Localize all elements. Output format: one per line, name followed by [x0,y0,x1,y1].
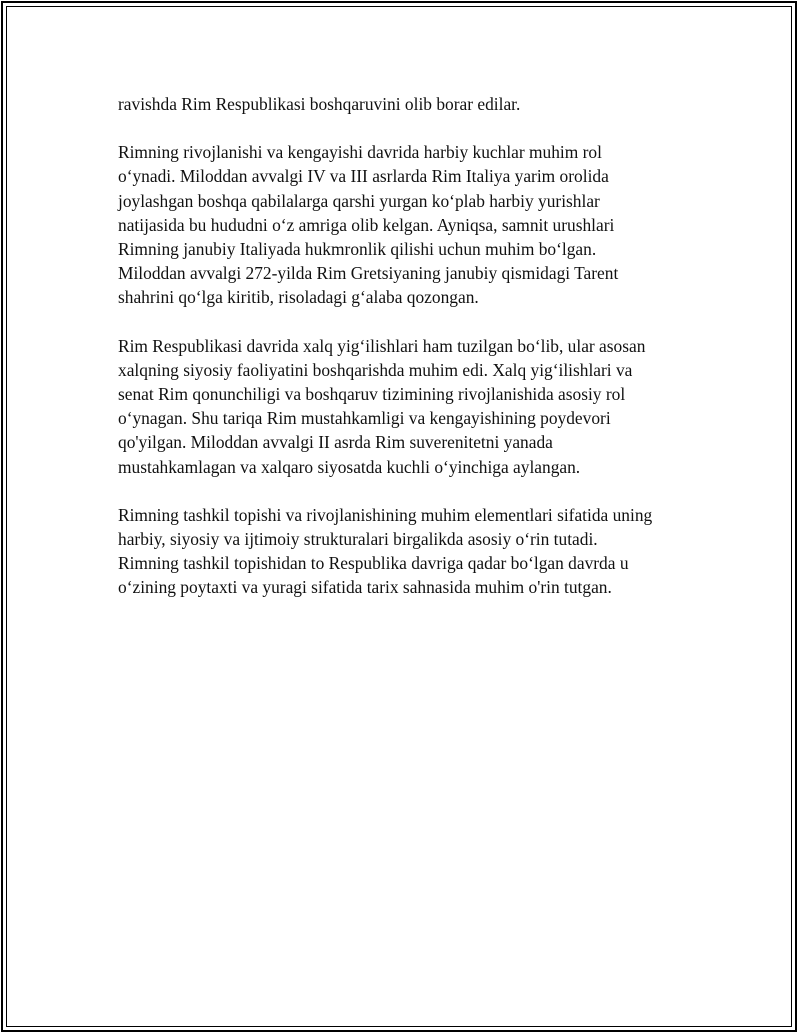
text-line: o‘zining poytaxti va yuragi sifatida tarix sahnasida muhim o'rin tutgan. [118,577,612,598]
text-line: Rim Respublikasi davrida xalq yig‘ilishlari ham tuzilgan bo‘lib, ular asosan [118,335,646,356]
text-line: ravishda Rim Respublikasi boshqaruvini olib borar edilar. [118,94,521,114]
text-line: Rimning janubiy Italiyada hukmronlik qilishi uchun muhim bo‘lgan. [118,239,597,260]
paragraph-2 [118,140,698,309]
text-line: xalqning siyosiy faoliyatini boshqarishda muhim edi. Xalq yig‘ilishlari va [118,359,633,380]
text-line: o‘ynadi. Miloddan avvalgi IV va III asrlarda Rim Italiya yarim orolida [118,166,609,187]
text-line: senat Rim qonunchiligi va boshqaruv tizimining rivojlanishida asosiy rol [118,384,626,405]
paragraph-4 [118,503,698,600]
text-line: qo'yilgan. Miloddan avvalgi II asrda Rim suverenitetni yanada [118,432,553,453]
text-line: shahrini qo‘lga kiritib, risoladagi g‘alaba qozongan. [118,287,479,308]
text-line: joylashgan boshqa qabilalarga qarshi yurgan ko‘plab harbiy yurishlar [118,190,600,211]
text-line: Miloddan avvalgi 272-yilda Rim Gretsiyaning janubiy qismidagi Tarent [118,263,619,284]
text-line: Rimning tashkil topishidan to Respublika davriga qadar bo‘lgan davrda u [118,553,629,574]
paragraph-1 [118,92,698,116]
paragraph-3 [118,334,698,479]
text-line: natijasida bu hududni o‘z amriga olib kelgan. Ayniqsa, samnit urushlari [118,214,615,235]
text-line: Rimning rivojlanishi va kengayishi davrida harbiy kuchlar muhim rol [118,142,602,163]
text-line: o‘ynagan. Shu tariqa Rim mustahkamligi va kengayishining poydevori [118,408,611,429]
text-line: Rimning tashkil topishi va rivojlanishining muhim elementlari sifatida uning [118,504,653,525]
document-body [118,92,698,624]
text-line: mustahkamlagan va xalqaro siyosatda kuchli o‘yinchiga aylangan. [118,456,581,477]
text-line: harbiy, siyosiy va ijtimoiy strukturalari birgalikda asosiy o‘rin tutadi. [118,529,598,550]
